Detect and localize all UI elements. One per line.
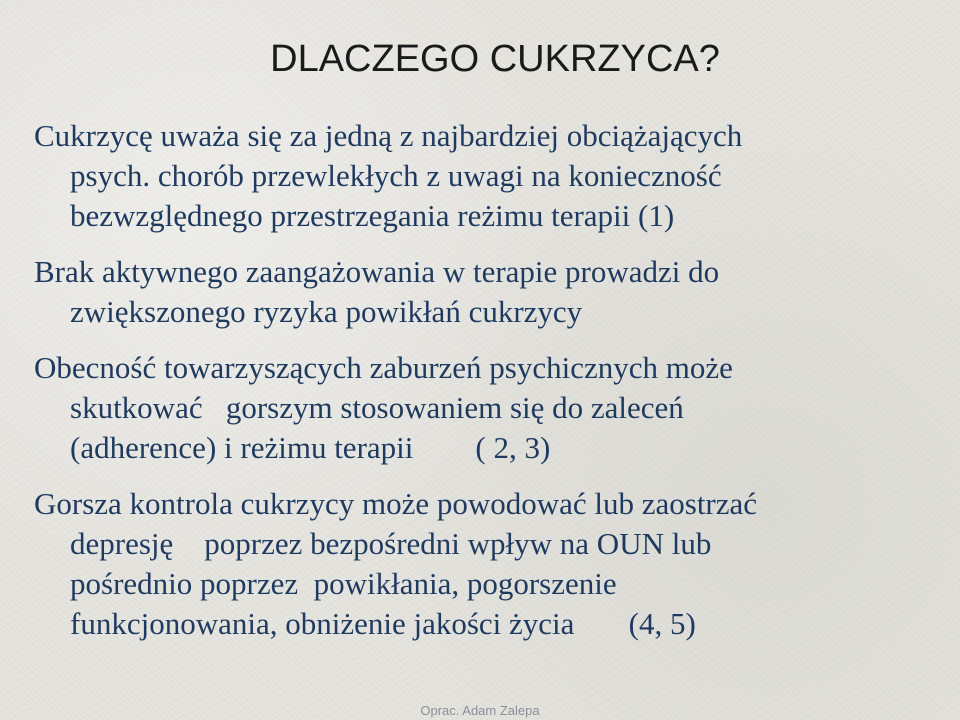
paragraph-2-line-2: zwiększonego ryzyka powikłań cukrzycy [70, 294, 583, 329]
paragraph-1-line-3: bezwzględnego przestrzegania reżimu terapii (1) [70, 198, 675, 233]
paragraph-4-line-2: depresję poprzez bezpośredni wpływ na OUN lub [70, 526, 712, 561]
paragraph-1-line-1: Cukrzycę uważa się za jedną z najbardziej obciążających [34, 118, 743, 153]
paragraph-1 [34, 116, 934, 236]
slide-body [34, 116, 934, 644]
paragraph-4 [34, 484, 934, 644]
paragraph-3-line-1: Obecność towarzyszących zaburzeń psychicznych może [34, 350, 733, 385]
slide-footer-author: Oprac. Adam Zalepa [420, 703, 540, 718]
paragraph-1-line-2: psych. chorób przewlekłych z uwagi na konieczność [70, 158, 722, 193]
paragraph-3 [34, 348, 934, 468]
paragraph-4-line-1: Gorsza kontrola cukrzycy może powodować lub zaostrzać [34, 486, 758, 521]
paragraph-2 [34, 252, 934, 332]
paragraph-3-line-3: (adherence) i reżimu terapii ( 2, 3) [70, 430, 551, 465]
paragraph-4-line-3: pośrednio poprzez powikłania, pogorszenie [70, 566, 617, 601]
paragraph-3-line-2: skutkować gorszym stosowaniem się do zaleceń [70, 390, 684, 425]
slide-title: DLACZEGO CUKRZYCA? [270, 38, 720, 80]
paragraph-4-line-4: funkcjonowania, obniżenie jakości życia (4, 5) [70, 606, 696, 641]
paragraph-2-line-1: Brak aktywnego zaangażowania w terapie prowadzi do [34, 254, 720, 289]
